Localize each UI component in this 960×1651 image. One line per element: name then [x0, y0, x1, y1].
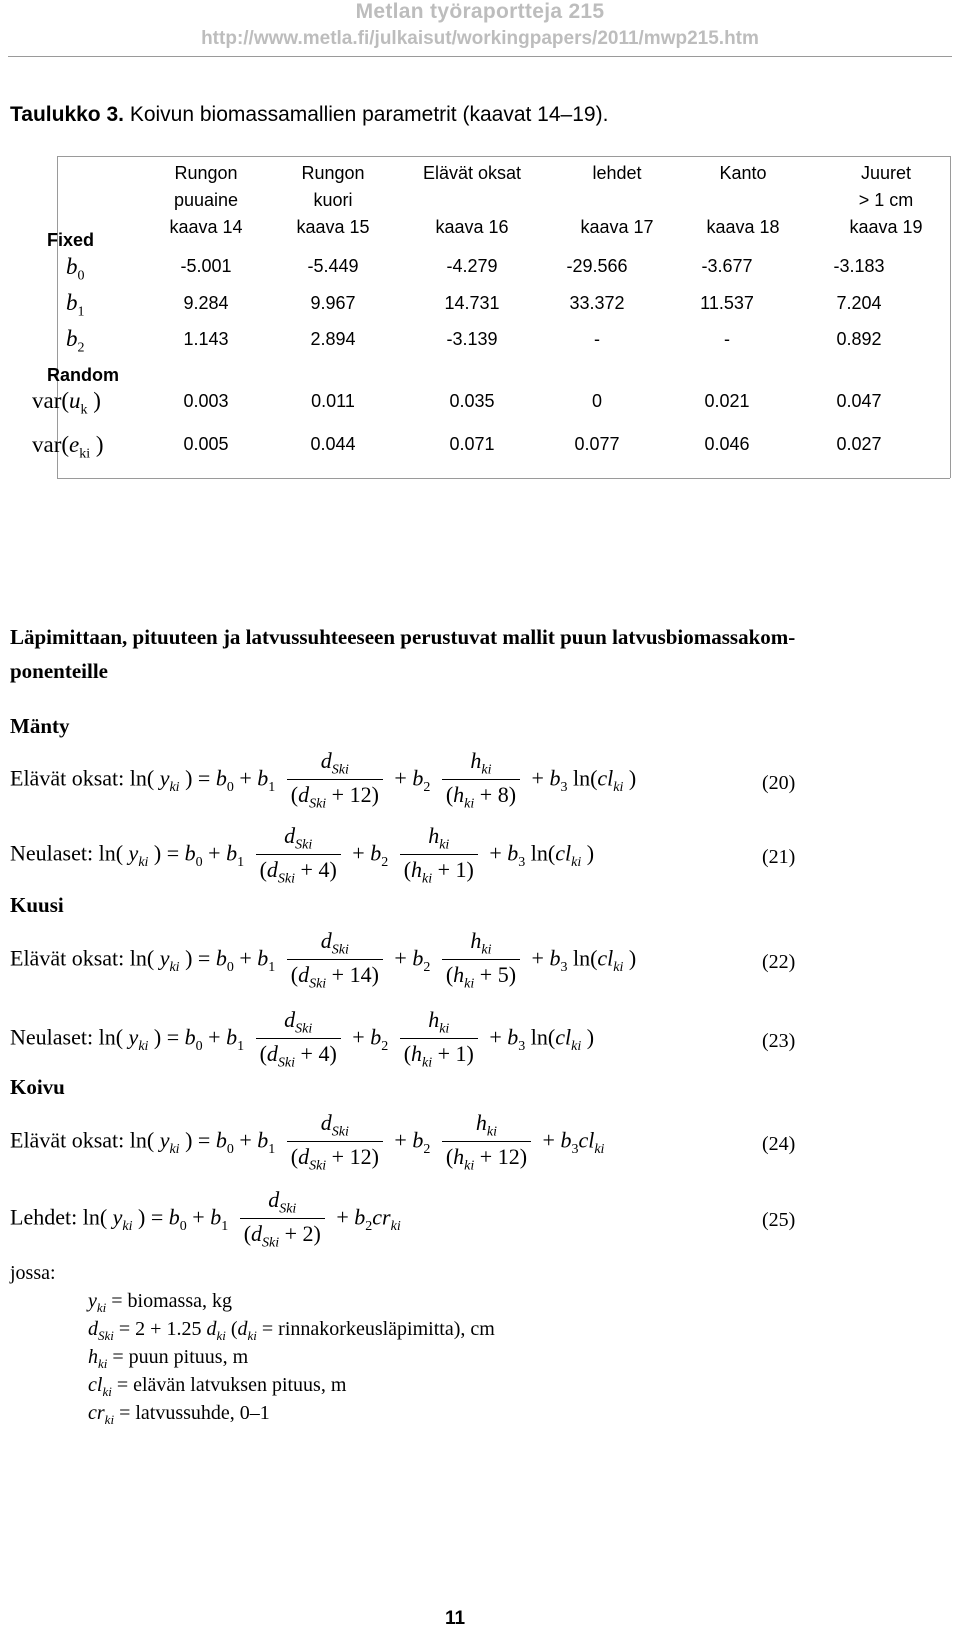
equation-number: (22) — [762, 951, 796, 973]
column-header: Rungon puuaine kaava 14 — [169, 163, 243, 237]
table-cell: 9.284 — [183, 293, 229, 313]
table-cell: 0.892 — [836, 329, 882, 349]
table-cell: 1.143 — [183, 329, 229, 349]
param-name: $var(e_{ki}$ ) — [32, 432, 104, 462]
fraction-h: $\frac{h_{ki}}{(h_{ki} + 1)}$ — [400, 1007, 478, 1072]
species-label-koivu: Koivu — [10, 1075, 65, 1099]
fraction-d: $\frac{d_{Ski}}{(d_{Ski} + 12)}$ — [287, 1110, 383, 1175]
table-caption-text: Koivun biomassamallien parametrit (kaavat 14–19). — [129, 103, 609, 126]
table-cell: 0.044 — [310, 434, 356, 454]
table-cell: - — [724, 329, 730, 349]
section-label-fixed: Fixed — [47, 230, 95, 250]
table-cell: 7.204 — [836, 293, 882, 313]
table-cell: 0.071 — [449, 434, 495, 454]
table-cell: 0.077 — [574, 434, 620, 454]
table-cell: -4.279 — [446, 256, 498, 276]
table-cell: -3.139 — [446, 329, 498, 349]
table-cell: 2.894 — [310, 329, 356, 349]
column-header: Juuret > 1 cm kaava 19 — [849, 163, 923, 237]
fraction-h: $\frac{h_{ki}}{(h_{ki} + 1)}$ — [400, 823, 478, 888]
equation-number: (21) — [762, 846, 796, 868]
table-cell: -5.449 — [307, 256, 359, 276]
definition-item: $h_{ki}$ = puun pituus, m — [88, 1346, 249, 1371]
fraction-d: $\frac{d_{Ski}}{(d_{Ski} + 14)}$ — [287, 928, 383, 993]
fraction-d: $\frac{d_{Ski}}{(d_{Ski} + 4)}$ — [256, 823, 341, 888]
param-name: $b_0$ — [66, 254, 85, 284]
table-cell: 9.967 — [310, 293, 356, 313]
table-cell: 0 — [591, 391, 602, 411]
fraction-d: $\frac{d_{Ski}}{(d_{Ski} + 4)}$ — [256, 1007, 341, 1072]
fraction-h: $\frac{h_{ki}}{(h_{ki} + 8)}$ — [442, 748, 520, 813]
equation-21: Neulaset: ln( $y_{ki}$ ) = $b_0 + b_1$ $\frac{d_{Ski}}{(d_{Ski} + 4)}$ + $b_2$ $\frac{h_{ki}}{(h_{ki} + 1)}$ + $b_3$ $\ln(cl_{ki}$ ) — [10, 823, 595, 887]
definition-item: $d_{Ski} = 2 + 1.25$ $d_{ki}$ ($d_{ki}$ = rinnakorkeusläpimitta), cm — [88, 1318, 495, 1343]
column-header: Elävät oksat kaava 16 — [422, 163, 522, 237]
equation-number: (23) — [762, 1030, 796, 1052]
equation-number: (20) — [762, 772, 796, 794]
table-cell: 14.731 — [444, 293, 500, 313]
definition-item: $y_{ki}$ = biomassa, kg — [88, 1290, 232, 1315]
table-cell: 0.003 — [183, 391, 229, 411]
param-name: $var(u_k$ ) — [32, 388, 101, 418]
equation-number: (24) — [762, 1133, 796, 1155]
table-top-rule — [57, 156, 950, 157]
definition-item: $cl_{ki}$ = elävän latvuksen pituus, m — [88, 1374, 347, 1399]
table-cell: -3.677 — [701, 256, 753, 276]
species-label-kuusi: Kuusi — [10, 893, 64, 917]
table-cell: -3.183 — [833, 256, 885, 276]
column-header: lehdet kaava 17 — [580, 163, 654, 237]
section-label-random: Random — [47, 365, 119, 385]
equation-number: (25) — [762, 1209, 796, 1231]
table-cell: 0.027 — [836, 434, 882, 454]
table-left-rule — [57, 156, 58, 478]
fraction-h: $\frac{h_{ki}}{(h_{ki} + 12)}$ — [442, 1110, 531, 1175]
table-cell: 0.005 — [183, 434, 229, 454]
equation-22: Elävät oksat: ln( $y_{ki}$ ) = $b_0 + b_1$ $\frac{d_{Ski}}{(d_{Ski} + 14)}$ + $b_2$ $\frac{h_{ki}}{(h_{ki} + 5)}$ + $b_3$ $\ln(cl_{ki}$ ) — [10, 928, 637, 992]
table-caption-label: Taulukko 3. — [10, 103, 124, 126]
equation-20: Elävät oksat: ln( $y_{ki}$ ) = $b_0 + b_1$ $\frac{d_{Ski}}{(d_{Ski} + 12)}$ + $b_2$ $\frac{h_{ki}}{(h_{ki} + 8)}$ + $b_3$ $\ln(cl_{ki}$ ) — [10, 748, 637, 812]
page-number: 11 — [444, 1608, 466, 1629]
table-cell: -5.001 — [180, 256, 232, 276]
table-caption — [10, 103, 608, 127]
section-heading: Läpimittaan, pituuteen ja latvussuhteeseen perustuvat mallit puun latvusbiomassakom- ponenteille — [10, 625, 796, 683]
table-cell: 0.046 — [704, 434, 750, 454]
table-cell: 0.047 — [836, 391, 882, 411]
equation-23: Neulaset: ln( $y_{ki}$ ) = $b_0 + b_1$ $\frac{d_{Ski}}{(d_{Ski} + 4)}$ + $b_2$ $\frac{h_{ki}}{(h_{ki} + 1)}$ + $b_3$ $\ln(cl_{ki}$ ) — [10, 1007, 595, 1071]
table-cell: -29.566 — [566, 256, 628, 276]
header-rule — [8, 56, 952, 57]
table-cell: 0.021 — [704, 391, 750, 411]
table-cell: - — [594, 329, 600, 349]
report-url[interactable]: http://www.metla.fi/julkaisut/workingpapers/2011/mwp215.htm — [201, 28, 759, 49]
table-bottom-rule — [57, 478, 950, 479]
table-cell: 0.035 — [449, 391, 495, 411]
column-header: Kanto kaava 18 — [706, 163, 780, 237]
definition-item: $cr_{ki}$ = latvussuhde, 0–1 — [88, 1402, 270, 1427]
fraction-d: $\frac{d_{Ski}}{(d_{Ski} + 2)}$ — [240, 1187, 325, 1252]
fraction-d: $\frac{d_{Ski}}{(d_{Ski} + 12)}$ — [287, 748, 383, 813]
param-name: $b_2$ — [66, 326, 85, 356]
species-label-manty: Mänty — [10, 714, 70, 738]
report-series-title: Metlan työraportteja 215 — [355, 0, 605, 23]
table-cell: 0.011 — [311, 391, 355, 411]
equation-24: Elävät oksat: ln( $y_{ki}$ ) = $b_0 + b_1$ $\frac{d_{Ski}}{(d_{Ski} + 12)}$ + $b_2$ $\frac{h_{ki}}{(h_{ki} + 12)}$ + $b_3cl_{ki}$ — [10, 1110, 605, 1174]
equation-25: Lehdet: ln( $y_{ki}$ ) = $b_0 + b_1$ $\frac{d_{Ski}}{(d_{Ski} + 2)}$ + $b_2cr_{ki}$ — [10, 1187, 401, 1251]
definitions-intro: jossa: — [10, 1262, 56, 1284]
table-cell: 33.372 — [569, 293, 625, 313]
table-cell: 11.537 — [700, 293, 754, 313]
column-header: Rungon kuori kaava 15 — [296, 163, 370, 237]
param-name: $b_1$ — [66, 290, 85, 320]
fraction-h: $\frac{h_{ki}}{(h_{ki} + 5)}$ — [442, 928, 520, 993]
